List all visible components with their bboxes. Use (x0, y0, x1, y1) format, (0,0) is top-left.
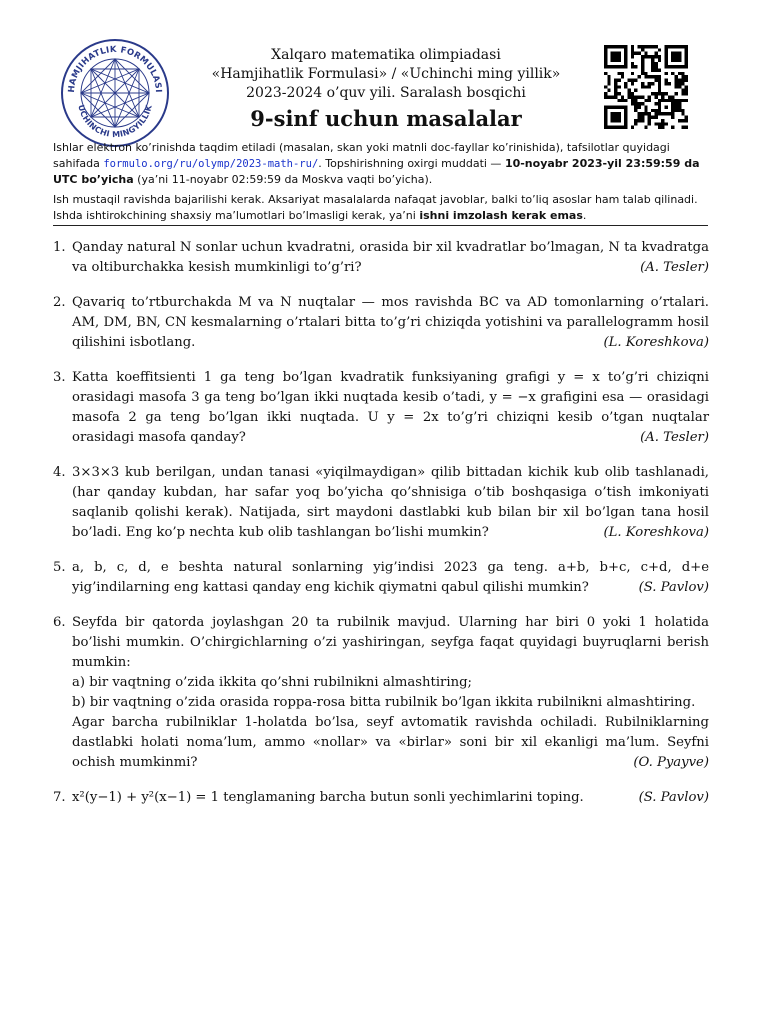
problem-author: (L. Koreshkova) (603, 525, 709, 540)
problem-text: x²(y−1) + y²(x−1) = 1 tenglamaning barcha butun sonli yechimlarini toping. (72, 790, 584, 805)
divider (53, 225, 708, 226)
qr-code[interactable] (604, 45, 688, 129)
instructions-paragraph-2: Ish mustaqil ravishda bajarilishi kerak. Aksariyat masalalarda nafaqat javoblar, balki to’liq asoslar ham talab qilinadi. Ishda ishtirokchining shaxsiy ma’lumotlari bo’lmasligi kerak, ya’ni ishni imzolash kerak emas. (53, 193, 698, 222)
problem-number: 3. (53, 370, 66, 385)
problem-number: 6. (53, 615, 66, 630)
page-title: 9-sinf uchun masalalar (250, 106, 522, 131)
problem-author: (S. Pavlov) (638, 580, 709, 595)
problem-text: 3×3×3 kub berilgan, undan tanasi «yiqilmaydigan» qilib bittadan kichik kub olib tashlanadi,(har qanday kubdan, har safar yoq bo’yicha qo’shnisiga o’tib boshqasiga o’tish imkoniyati saqlanib qolishi kerak). Natijada, sirt maydoni dastlabki kub bilan bir xil bo’lgan tana hosil bo’ladi. Eng ko’p nechta kub olib tashlangan bo’lishi mumkin? (72, 465, 709, 540)
problem-author: (L. Koreshkova) (603, 335, 709, 350)
svg-text:HAMJIHATLIK FORMULASI: HAMJIHATLIK FORMULASI (66, 44, 164, 94)
problem-text: Qanday natural N sonlar uchun kvadratni, orasida bir xil kvadratlar bo’lmagan, N ta kvadratga va oltiburchakka kesish mumkinligi to’g’ri? (72, 240, 709, 275)
problem-5 (53, 558, 709, 598)
problem-text: Katta koeffitsienti 1 ga teng bo’lgan kvadratik funksiyaning grafigi y = x to’g’ri chiziqni orasidagi masofa 3 ga teng bo’lgan ikki nuqtada kesib o’tadi, y = −x grafigini esa — orasidagi masofa 2 ga teng bo’lgan ikki nuqtada. U y = 2x to’g’ri chiziqni kesib o’tgan nuqtalar orasidagi masofa qanday? (72, 370, 709, 445)
problem-text-rest: Agar barcha rubilniklar 1-holatda bo’lsa, seyf avtomatik ravishda ochiladi. Rubilniklarning dastlabki holati noma’lum, ammo «nollar» va «birlar» soni bir xil ekanligi ma’lum. Seyfni ochish mumkinmi? (72, 715, 709, 770)
problem-number: 7. (53, 790, 66, 805)
problem-number: 5. (53, 560, 66, 575)
deadline: 10-noyabr 2023-yil 23:59:59 da UTC bo’yicha (53, 157, 700, 186)
problem-text: Qavariq to’rtburchakda M va N nuqtalar — mos ravishda BC va AD tomonlarning o’rtalari. AM, DM, BN, CN kesmalarning o’rtalari bitta to’g’ri chiziqda yotishini va parallelogramm hosil qilishini isbotlang. (72, 295, 709, 350)
header (0, 0, 768, 140)
header-line-1: Xalqaro matematika olimpiadasi (271, 47, 501, 63)
problem-author: (A. Tesler) (640, 260, 709, 275)
problem-option-b: b) bir vaqtning o’zida orasida roppa-rosa bitta rubilnik bo’lgan ikkita rubilnikni almashtiring. (72, 695, 696, 710)
instructions (53, 140, 709, 228)
problem-list (53, 238, 709, 823)
problem-number: 1. (53, 240, 66, 255)
problem-6 (53, 613, 709, 773)
svg-text:UCHINCHI MINGYILLIK: UCHINCHI MINGYILLIK (76, 103, 154, 140)
problem-number: 2. (53, 295, 66, 310)
problem-text: a, b, c, d, e beshta natural sonlarning yig’indisi 2023 ga teng. a+b, b+c, c+d, d+e yig’indilarning eng kattasi qanday eng kichik qiymatni qabul qilishi mumkin? (72, 560, 709, 595)
problem-author: (S. Pavlov) (638, 790, 709, 805)
olympiad-logo (60, 38, 170, 148)
problem-option-a: a) bir vaqtning o’zida ikkita qo’shni rubilnikni almashtiring; (72, 675, 472, 690)
problem-2 (53, 293, 709, 353)
header-text (190, 46, 582, 131)
no-signature-note: ishni imzolash kerak emas (419, 209, 583, 222)
problem-1 (53, 238, 709, 278)
header-line-2: «Hamjihatlik Formulasi» / «Uchinchi ming yillik» (211, 66, 561, 82)
problem-author: (O. Pyayve) (633, 755, 709, 770)
problem-number: 4. (53, 465, 66, 480)
olympiad-link[interactable]: formulo.org/ru/olymp/2023-math-ru/ (103, 158, 319, 170)
problem-3 (53, 368, 709, 448)
problem-4 (53, 463, 709, 543)
problem-7 (53, 788, 709, 808)
header-line-3: 2023-2024 o’quv yili. Saralash bosqichi (246, 85, 526, 101)
problem-author: (A. Tesler) (640, 430, 709, 445)
problem-text: Seyfda bir qatorda joylashgan 20 ta rubilnik mavjud. Ularning har biri 0 yoki 1 holatida bo’lishi mumkin. O’chirgichlarning o’zi yashiringan, seyfga faqat quyidagi buyruqlarni berish mumkin: (72, 615, 709, 670)
instructions-paragraph-1: Ishlar elektron ko’rinishda taqdim etiladi (masalan, skan yoki matnli doc-fayllar ko’rinishida), tafsilotlar quyidagi sahifada formulo.org/ru/olymp/2023-math-ru/. Topshirishning oxirgi muddati — 10-noyabr 2023-yil 23:59:59 da UTC bo’yicha (ya’ni 11-noyabr 02:59:59 da Moskva vaqti bo’yicha). (53, 141, 700, 186)
